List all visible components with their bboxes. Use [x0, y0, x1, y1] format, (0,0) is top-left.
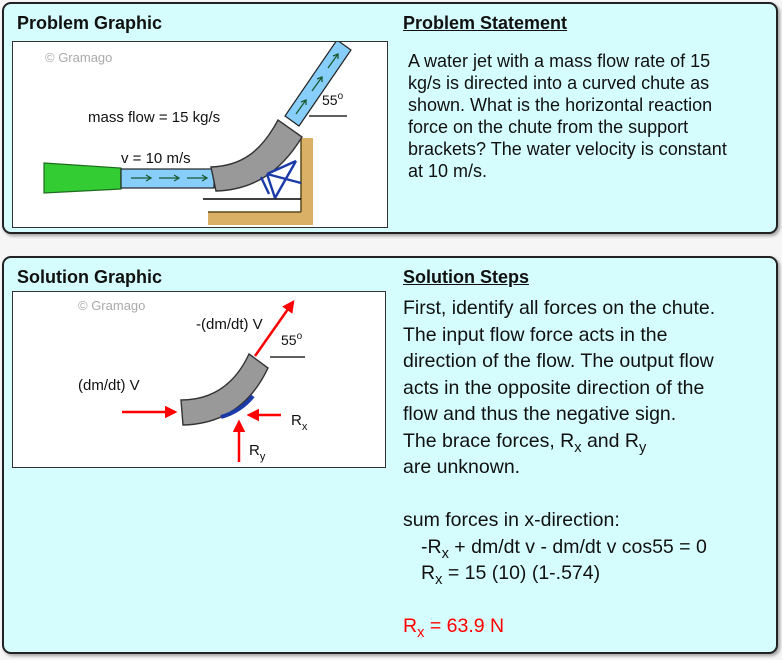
blank-line — [403, 481, 715, 508]
step-line: flow and thus the negative sign. — [403, 403, 677, 425]
problem-panel — [2, 2, 778, 234]
problem-copyright: © Gramago — [45, 50, 113, 65]
equation-line: $-R_x + dm/dt$ v - dm/dt v cos55 = 0 — [421, 535, 707, 562]
step-line: acts in the opposite direction of the — [403, 376, 705, 399]
step-line: First, identify all forces on the chute. — [403, 297, 716, 319]
problem-statement-text — [408, 50, 727, 182]
solution-diagram — [13, 292, 387, 469]
step-line: are unknown. — [403, 456, 521, 478]
solution-copyright: © Gramago — [78, 298, 146, 313]
statement-line: A water jet with a mass flow rate of 15 — [408, 51, 711, 71]
equation-line: $R_x = 15$ (10) (1-.574) — [421, 562, 601, 589]
velocity-label: v = 10 m/s — [121, 150, 191, 167]
statement-line: kg/s is directed into a curved chute as — [408, 73, 710, 93]
statement-line: force on the chute from the support — [408, 117, 689, 137]
rx-label: $R_x$ — [291, 412, 308, 433]
statement-line: shown. What is the horizontal reaction — [408, 95, 713, 115]
solution-angle-label: 55$^o$ — [281, 331, 303, 348]
step-line: The brace forces, $R_x$ and $R_y$ — [403, 429, 647, 456]
problem-graphic-heading: Problem Graphic — [17, 13, 163, 33]
solution-graphic-heading: Solution Graphic — [17, 267, 163, 287]
statement-line: brackets? The water velocity is constant — [408, 139, 727, 159]
solution-panel — [2, 256, 778, 654]
solution-steps-heading: Solution Steps — [403, 267, 529, 287]
step-line: The input flow force acts in the — [403, 323, 668, 346]
inclined-water-jet — [285, 42, 351, 126]
solution-graphic — [12, 291, 386, 468]
blank-line — [403, 587, 715, 614]
angle-label: 55$^o$ — [322, 91, 344, 108]
problem-graphic — [12, 41, 388, 228]
step-line: direction of the flow. The output flow — [403, 350, 714, 372]
mass-flow-label: mass flow = 15 kg/s — [88, 109, 221, 126]
answer-line: $R_x = 63.9$ N — [403, 615, 505, 642]
problem-diagram — [13, 42, 389, 229]
step-line: sum forces in x-direction: — [403, 509, 620, 531]
statement-line: at 10 m/s. — [408, 161, 488, 181]
inlet-pipe — [44, 163, 121, 193]
output-force-label: -(dm/dt) V — [196, 316, 263, 333]
solution-steps-text — [403, 295, 715, 640]
input-force-label: (dm/dt) V — [78, 377, 140, 394]
problem-statement-heading: Problem Statement — [403, 13, 568, 33]
ry-label: $R_y$ — [249, 442, 266, 463]
